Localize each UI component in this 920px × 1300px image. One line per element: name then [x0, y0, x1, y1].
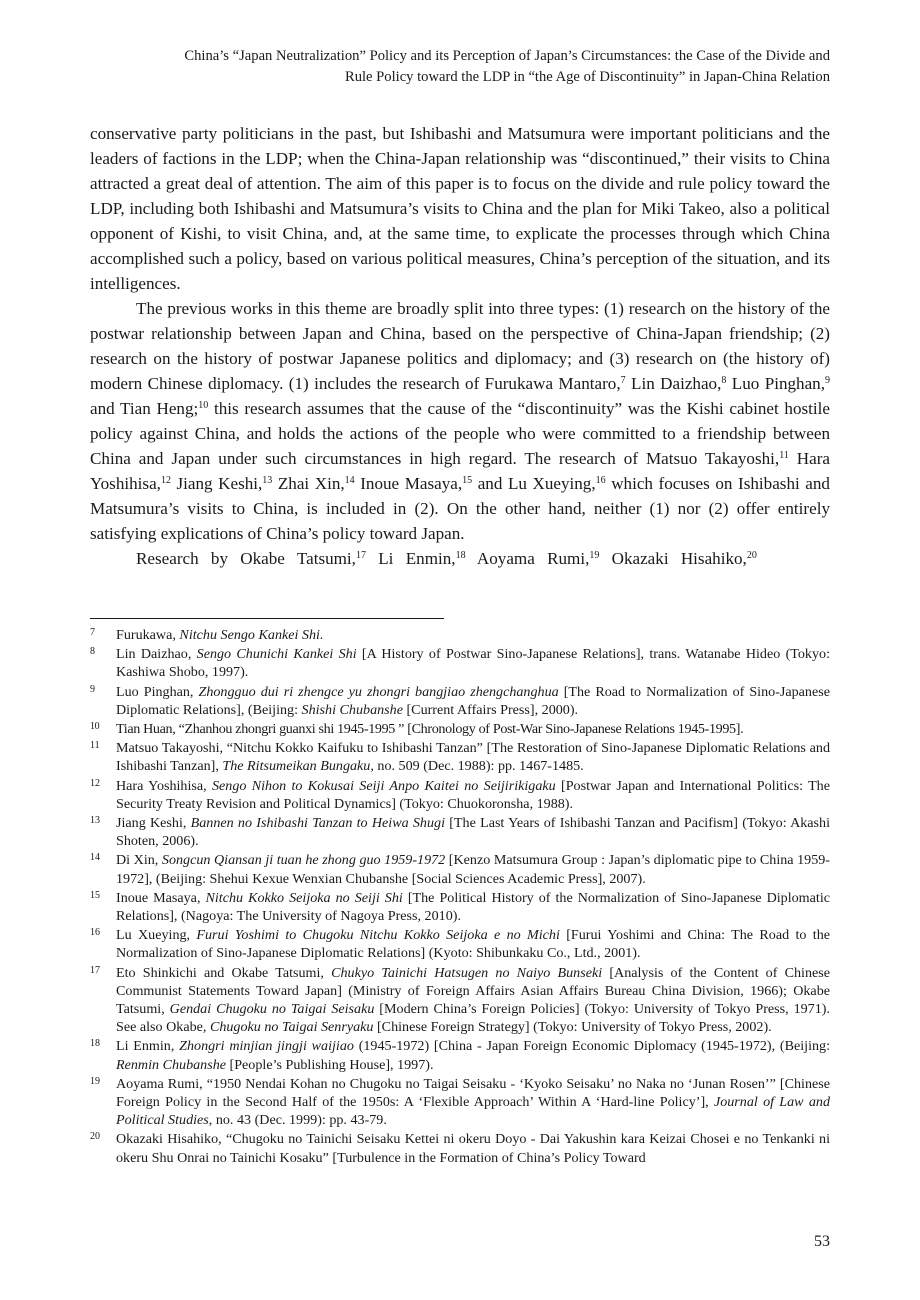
footnote-16: 16 Lu Xueying, Furui Yoshimi to Chugoku Nitchu Kokko Seijoka e no Michi [Furui Yoshimi and China: The Road to the Normalization of Sino-Japanese Diplomatic Relations] (Kyoto: Shibunkaku Co., Ltd., 2001).	[90, 927, 831, 962]
footnote-8: 8 Lin Daizhao, Sengo Chunichi Kankei Shi [A History of Postwar Sino-Japanese Relations], trans. Watanabe Hideo (Tokyo: Kashiwa Shobo, 1997).	[90, 646, 830, 681]
footnote-ref-15[interactable]: 15	[462, 475, 473, 486]
footnote-ref-18[interactable]: 18	[455, 550, 466, 561]
footnote-ref-9[interactable]: 9	[825, 375, 830, 386]
footnote-ref-13[interactable]: 13	[262, 475, 273, 486]
footnote-13: 13 Jiang Keshi, Bannen no Ishibashi Tanzan to Heiwa Shugi [The Last Years of Ishibashi Tanzan and Pacifism] (Tokyo: Akashi Shoten, 2006).	[90, 815, 831, 850]
footnote-20: 20 Okazaki Hisahiko, “Chugoku no Tainichi Seisaku Kettei ni okeru Doyo - Dai Yakushin kara Keizai Chosei e no Tenkanki ni okeru Shu Onrai no Tainichi Kosaku” [Turbulence in the Formation of China’s Policy Toward	[90, 1131, 830, 1166]
footnote-ref-19[interactable]: 19	[589, 550, 600, 561]
footnote-ref-11[interactable]: 11	[779, 450, 789, 461]
footnote-ref-10[interactable]: 10	[198, 400, 209, 411]
paragraph-1: conservative party politicians in the past, but Ishibashi and Matsumura were important politicians and the leaders of factions in the LDP; when the China-Japan relationship was “discontinued,” their visits to China attracted a great deal of attention. The aim of this paper is to focus on the divide and rule policy toward the LDP, including both Ishibashi and Matsumura’s visits to China and the plan for Miki Takeo, also a political opponent of Kishi, to visit China, and, at the same time, to explicate the processes through which China accomplished such a policy, based on various political measures, China’s perception of the situation, and its intelligences.	[90, 124, 830, 293]
footnote-14: 14 Di Xin, Songcun Qiansan ji tuan he zhong guo 1959-1972 [Kenzo Matsumura Group : Japan’s diplomatic pipe to China 1959-1972], (Beijing: Shehui Kexue Wenxian Chubanshe [Social Sciences Academic Press], 2007).	[90, 852, 830, 887]
footnote-7: 7 Furukawa, Nitchu Sengo Kankei Shi.	[90, 627, 324, 643]
footnote-15: 15 Inoue Masaya, Nitchu Kokko Seijoka no Seiji Shi [The Political History of the Normalization of Sino-Japanese Diplomatic Relations], (Nagoya: The University of Nagoya Press, 2010).	[90, 889, 830, 925]
running-header-line-2: Rule Policy toward the LDP in “the Age of Discontinuity” in Japan-China Relation	[344, 69, 830, 85]
footnote-ref-16[interactable]: 16	[595, 475, 606, 486]
footnote-ref-17[interactable]: 17	[355, 550, 366, 561]
footnote-ref-12[interactable]: 12	[160, 475, 171, 486]
footnote-ref-7[interactable]: 7	[620, 375, 626, 386]
footnote-19: 19 Aoyama Rumi, “1950 Nendai Kohan no Chugoku no Taigai Seisaku - ‘Kyoko Seisaku’ no Naka no ‘Junan Rosen’” [Chinese Foreign Policy in the Second Half of the 1950s: A ‘Flexible Approach’ Within A ‘Hard-line Policy’], Journal of Law and Political Studies, no. 43 (Dec. 1999): pp. 43-79.	[90, 1075, 830, 1129]
running-header	[90, 46, 830, 88]
footnote-11: 11 Matsuo Takayoshi, “Nitchu Kokko Kaifuku to Ishibashi Tanzan” [The Restoration of Sino-Japanese Diplomatic Relations and Ishibashi Tanzan], The Ritsumeikan Bungaku, no. 509 (Dec. 1988): pp. 1467-1485.	[90, 740, 830, 775]
running-header-line-1: China’s “Japan Neutralization” Policy and its Perception of Japan’s Circumstances: the Case of the Divide and	[184, 48, 830, 64]
paragraph-2: The previous works in this theme are broadly split into three types: (1) research on the history of the postwar relationship between Japan and China, based on the perspective of China-Japan friendship; (2) research on the history of postwar Japanese politics and diplomacy; and (3) research on (the history of) modern Chinese diplomacy. (1) includes the research of Furukawa Mantaro,$^7$ Lin Daizhao,$^8$ Luo Pinghan,$^9$ and Tian Heng;$^{10}$ this research assumes that the cause of the “discontinuity” was the Kishi cabinet hostile policy against China, and holds the actions of the people who were committed to a friendship between China and Japan under such circumstances in high regard. The research of Matsuo Takayoshi,$^{11}$ Hara Yoshihisa,$^{12}$ Jiang Keshi,$^{13}$ Zhai Xin,$^{14}$ Inoue Masaya,$^{15}$ and Lu Xueying,$^{16}$ which focuses on Ishibashi and Matsumura’s visits to China, is included in (2). On the other hand, neither (1) nor (2) offer entirely satisfying explications of China’s policy toward Japan.	[90, 299, 830, 543]
footnote-10: 10 Tian Huan, “Zhanhou zhongri guanxi shi 1945-1995 ” [Chronology of Post-War Sino-Japanese Relations 1945-1995].	[90, 721, 744, 738]
footnotes	[90, 626, 830, 1168]
main-text	[90, 121, 830, 571]
footnote-ref-14[interactable]: 14	[344, 475, 355, 486]
footnote-ref-20[interactable]: 20	[746, 550, 757, 561]
footnote-9: 9 Luo Pinghan, Zhongguo dui ri zhengce yu zhongri bangjiao zhengchanghua [The Road to Normalization of Sino-Japanese Diplomatic Relations], (Beijing: Shishi Chubanshe [Current Affairs Press], 2000).	[90, 683, 830, 718]
footnote-17: 17 Eto Shinkichi and Okabe Tatsumi, Chukyo Tainichi Hatsugen no Naiyo Bunseki [Analysis of the Content of Chinese Communist Statements Toward Japan] (Ministry of Foreign Affairs Asian Affairs Bureau China Division, 1966); Okabe Tatsumi, Gendai Chugoku no Taigai Seisaku [Modern China’s Foreign Policies] (Tokyo: University of Tokyo Press, 1971). See also Okabe, Chugoku no Taigai Senryaku [Chinese Foreign Strategy] (Tokyo: University of Tokyo Press, 2002).	[90, 964, 830, 1036]
footnote-12: 12 Hara Yoshihisa, Sengo Nihon to Kokusai Seiji Anpo Kaitei no Seijirikigaku [Postwar Japan and International Politics: The Security Treaty Revision and Political Dynamics] (Tokyo: Chuokoronsha, 1988).	[90, 777, 830, 812]
footnote-ref-8[interactable]: 8	[721, 375, 727, 386]
footnote-18: 18 Li Enmin, Zhongri minjian jingji waijiao (1945-1972) [China - Japan Foreign Economic Diplomacy (1945-1972), (Beijing: Renmin Chubanshe [People’s Publishing House], 1997).	[90, 1038, 830, 1073]
page-number: 53	[814, 1233, 830, 1250]
footnote-divider	[90, 618, 444, 619]
paragraph-3: Research by Okabe Tatsumi,$^{17}$ Li Enmin,$^{18}$ Aoyama Rumi,$^{19}$ Okazaki Hisahiko,$^{20}$	[136, 549, 757, 568]
